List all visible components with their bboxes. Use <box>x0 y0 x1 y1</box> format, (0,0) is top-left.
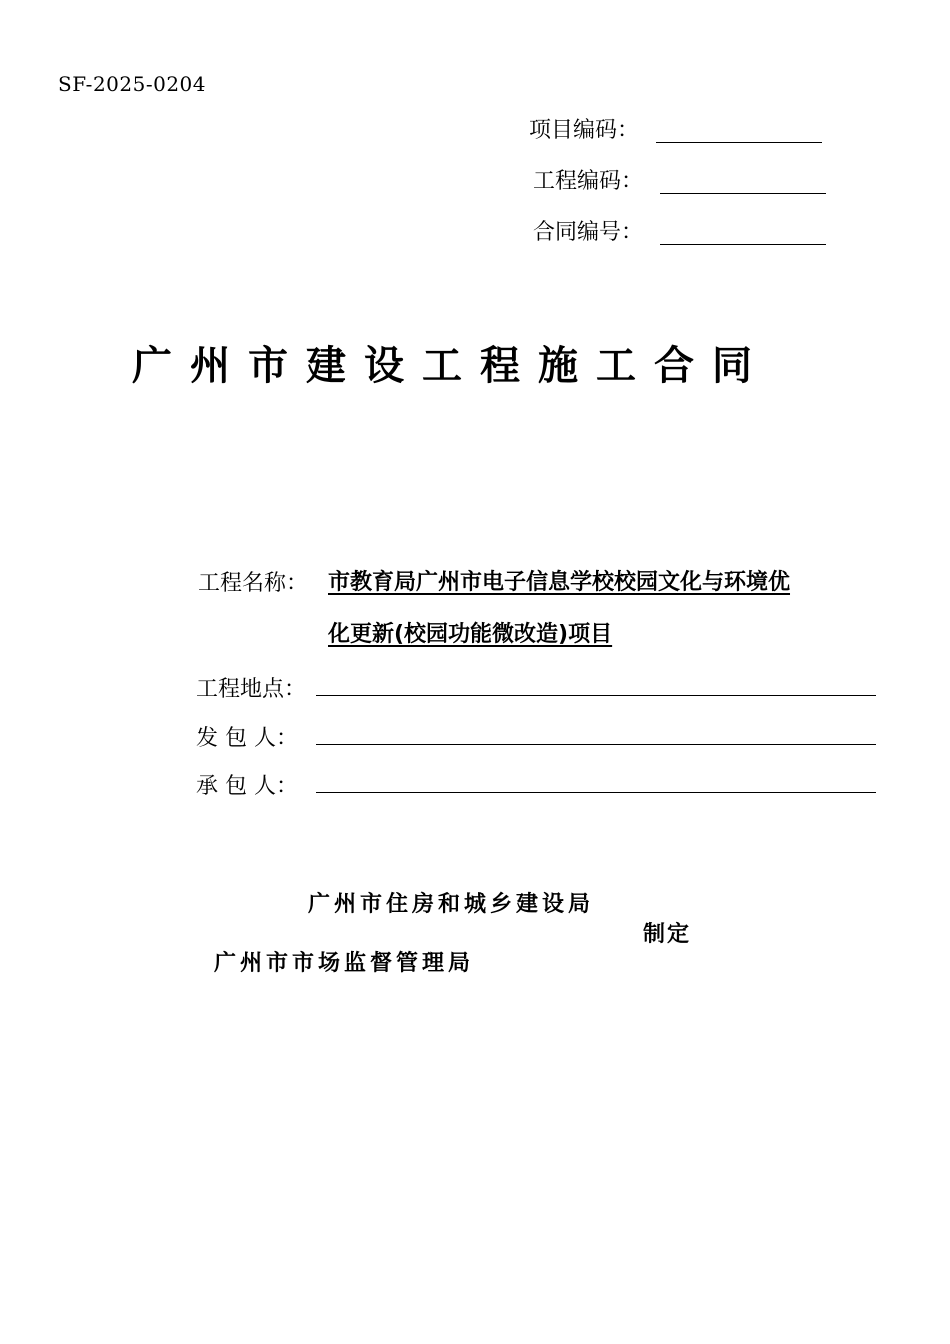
project-location-line[interactable] <box>316 695 876 696</box>
project-code-blank[interactable] <box>656 116 822 143</box>
project-name-line-1: 市教育局广州市电子信息学校校园文化与环境优 <box>328 570 791 595</box>
project-code-label: 项目编码： <box>529 118 640 143</box>
contract-no-label: 合同编号： <box>533 220 644 245</box>
issuer-market-bureau: 广州市市场监督管理局 <box>214 951 475 976</box>
page-title: 广州市建设工程施工合同 <box>132 343 770 389</box>
project-code-row <box>529 116 829 146</box>
project-location-label: 工程地点： <box>196 677 307 702</box>
employer-label: 发 包 人： <box>196 726 298 751</box>
engineering-code-row <box>533 167 833 197</box>
project-name-line-2: 化更新(校园功能微改造)项目 <box>328 622 613 647</box>
contract-no-row <box>533 218 833 248</box>
issued-label: 制定 <box>643 922 692 947</box>
document-code: SF-2025-0204 <box>58 72 206 96</box>
issuer-housing-bureau: 广州市住房和城乡建设局 <box>308 892 595 917</box>
contractor-line[interactable] <box>316 792 876 793</box>
engineering-code-label: 工程编码： <box>533 169 644 194</box>
project-name-label: 工程名称： <box>198 571 309 596</box>
contractor-label: 承 包 人： <box>196 774 298 799</box>
engineering-code-blank[interactable] <box>660 167 826 194</box>
contract-no-blank[interactable] <box>660 218 826 245</box>
employer-line[interactable] <box>316 744 876 745</box>
